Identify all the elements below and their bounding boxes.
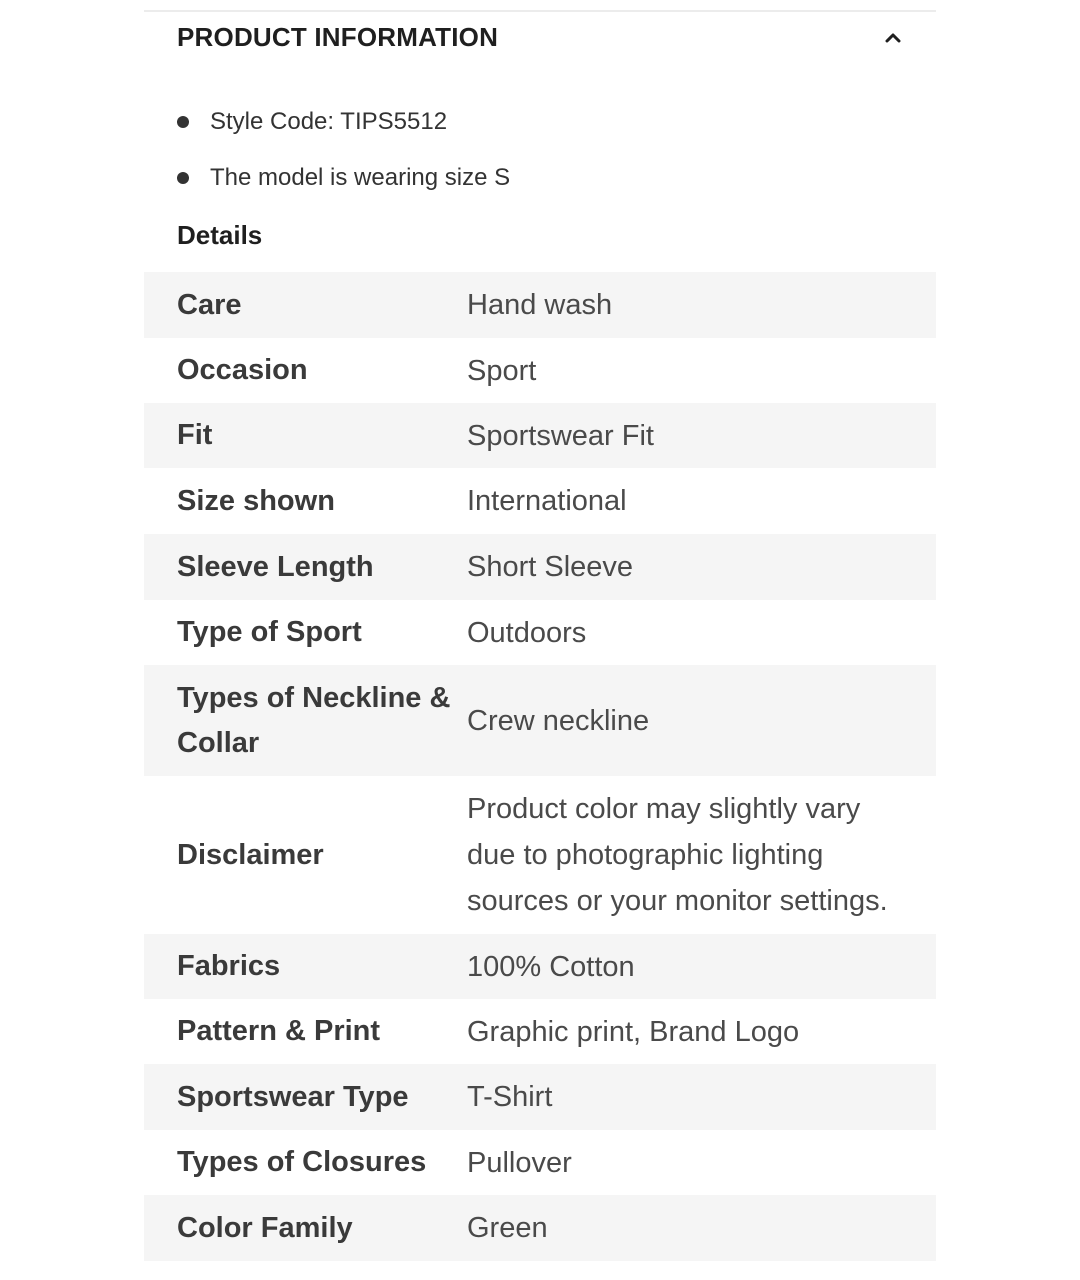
spec-key: Occasion (177, 354, 308, 386)
spec-key: Sleeve Length (177, 550, 374, 583)
spec-value: Graphic print, Brand Logo (467, 1015, 800, 1048)
info-bullet-list (144, 94, 936, 206)
table-row (144, 534, 936, 600)
spec-key: Fabrics (177, 950, 281, 982)
table-row (144, 1130, 936, 1195)
list-item (144, 94, 936, 150)
style-code-text: Style Code: TIPS5512 (210, 108, 448, 135)
table-row (144, 665, 936, 776)
spec-key: Pattern & Print (177, 1015, 381, 1047)
accordion-title: PRODUCT INFORMATION (177, 21, 499, 52)
table-row (144, 934, 936, 999)
spec-key: Fit (177, 419, 213, 451)
spec-value: Crew neckline (467, 704, 650, 737)
table-row (144, 600, 936, 665)
list-item (144, 150, 936, 206)
spec-value: 100% Cotton (467, 950, 635, 983)
bullet-dot-icon (177, 116, 189, 128)
spec-key: Care (177, 288, 242, 321)
details-heading: Details (177, 220, 263, 250)
spec-value: Sport (467, 354, 537, 387)
table-row (144, 1195, 936, 1261)
spec-key: Size shown (177, 484, 335, 517)
spec-value: Hand wash (467, 289, 613, 321)
bullet-dot-icon (177, 172, 189, 184)
spec-key: Types of Neckline & Collar (177, 681, 451, 759)
spec-key: Type of Sport (177, 616, 362, 648)
spec-value: Pullover (467, 1146, 572, 1179)
spec-key: Color Family (177, 1211, 353, 1244)
spec-value: Product color may slightly vary due to photographic lighting sources or your monitor settings. (467, 793, 888, 917)
table-row (144, 999, 936, 1064)
model-size-text: The model is wearing size S (210, 164, 511, 191)
product-information-panel (144, 10, 936, 1261)
spec-key: Types of Closures (177, 1146, 427, 1178)
spec-value: Short Sleeve (467, 551, 634, 583)
spec-value: T-Shirt (467, 1081, 553, 1113)
table-row (144, 272, 936, 338)
spec-key: Disclaimer (177, 838, 324, 871)
spec-key: Sportswear Type (177, 1080, 409, 1113)
table-row (144, 468, 936, 534)
accordion-header[interactable] (144, 12, 936, 62)
spec-value: Green (467, 1212, 548, 1244)
table-row (144, 338, 936, 403)
spec-value: Outdoors (467, 616, 587, 649)
spec-value: International (467, 485, 627, 517)
table-row (144, 1064, 936, 1130)
details-table (144, 272, 936, 1261)
table-row (144, 403, 936, 468)
table-row (144, 776, 936, 934)
chevron-up-icon[interactable] (882, 26, 904, 48)
spec-value: Sportswear Fit (467, 419, 654, 452)
